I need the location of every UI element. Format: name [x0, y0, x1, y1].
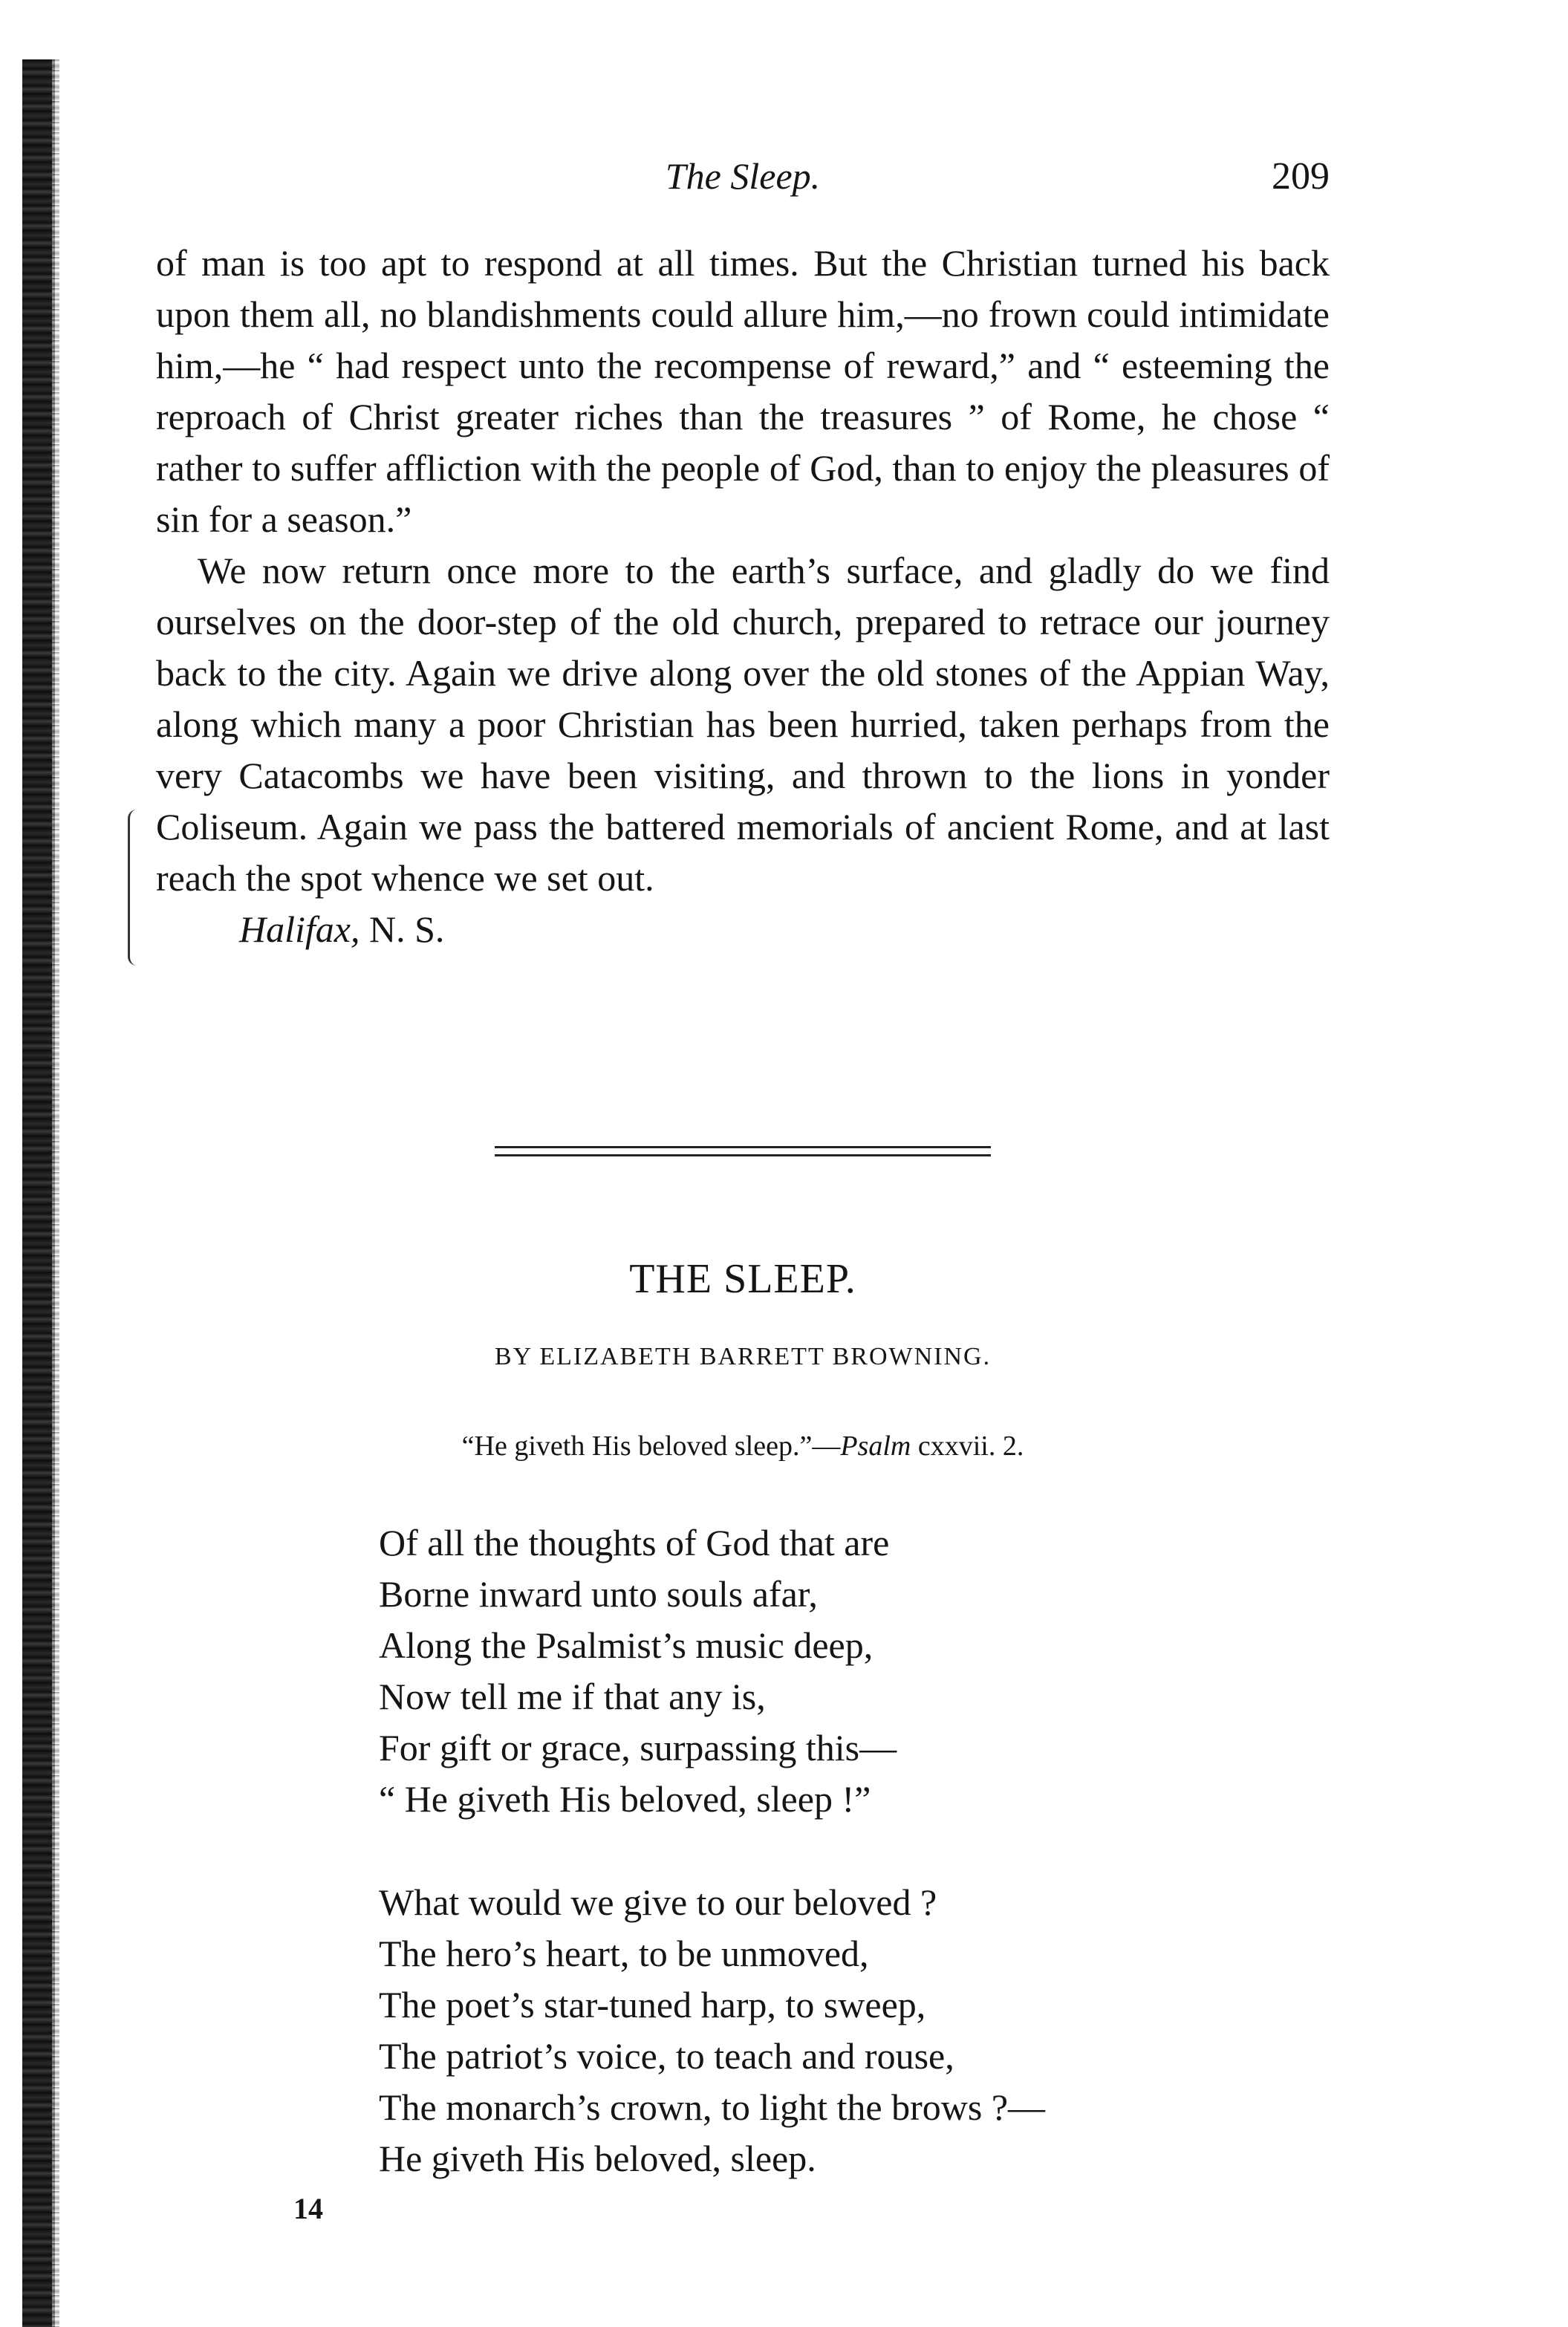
sign-off — [156, 904, 1330, 955]
poem-stanza-1 — [379, 1517, 897, 1825]
section-divider-rule — [495, 1146, 991, 1156]
poem-line: Now tell me if that any is, — [379, 1676, 766, 1717]
running-head — [156, 154, 1330, 206]
poem-line: Along the Psalmist’s music deep, — [379, 1624, 874, 1666]
poem-line: “ He giveth His beloved, sleep !” — [379, 1778, 871, 1820]
poem-line: The poet’s star-tuned harp, to sweep, — [379, 1984, 926, 2025]
poem-line: Of all the thoughts of God that are — [379, 1522, 890, 1563]
margin-bracket-mark — [128, 810, 145, 966]
sign-off-place: Halifax, — [239, 908, 360, 950]
epigraph-reference: cxxvii. 2. — [911, 1431, 1024, 1462]
page-number: 209 — [1272, 155, 1330, 198]
poem-line: Borne inward unto souls afar, — [379, 1573, 818, 1615]
poem-line: He giveth His beloved, sleep. — [379, 2138, 816, 2179]
paragraph-return-journey: We now return once more to the earth’s surface, and gladly do we find ourselves on the door-step of the old church, prepared to retrace our journey back to the city. Again we drive along over the old stones of the Appian Way, along which many a poor Christian has been hurried, taken perhaps from the very Catacombs we have been visiting, and thrown to the lions in yonder Coliseum. Again we pass the battered memorials of ancient Rome, and at last reach the spot whence we set out. — [156, 550, 1330, 899]
printer-signature-mark: 14 — [293, 2192, 323, 2225]
book-binding-edge — [22, 59, 55, 2327]
running-title: The Sleep. — [665, 155, 821, 197]
poem-stanza-2 — [379, 1877, 1045, 2184]
poem-byline: BY ELIZABETH BARRETT BROWNING. — [494, 1343, 992, 1370]
epigraph-quote: “He giveth His beloved sleep.”— — [461, 1431, 841, 1462]
prose-body — [156, 238, 1330, 955]
poem-line: For gift or grace, surpassing this— — [379, 1727, 897, 1768]
poem-line: What would we give to our beloved ? — [379, 1881, 937, 1923]
poem-line: The monarch’s crown, to light the brows ?— — [379, 2086, 1046, 2128]
poem-line: The patriot’s voice, to teach and rouse, — [379, 2035, 954, 2077]
epigraph-source: Psalm — [840, 1431, 911, 1462]
poem-title: THE SLEEP. — [629, 1256, 856, 1302]
poem-line: The hero’s heart, to be unmoved, — [379, 1933, 869, 1974]
poem-epigraph — [156, 1430, 1330, 1462]
paragraph-continued: of man is too apt to respond at all times. But the Christian turned his back upon them all, no blandishments could allure him,—no frown could intimidate him,—he “ had respect unto the recompense of reward,” and “ esteeming the reproach of Christ greater riches than the treasures ” of Rome, he chose “ rather to suffer affliction with the people of God, than to enjoy the pleasures of sin for a season.” — [156, 242, 1330, 540]
sign-off-region: N. S. — [360, 908, 445, 950]
